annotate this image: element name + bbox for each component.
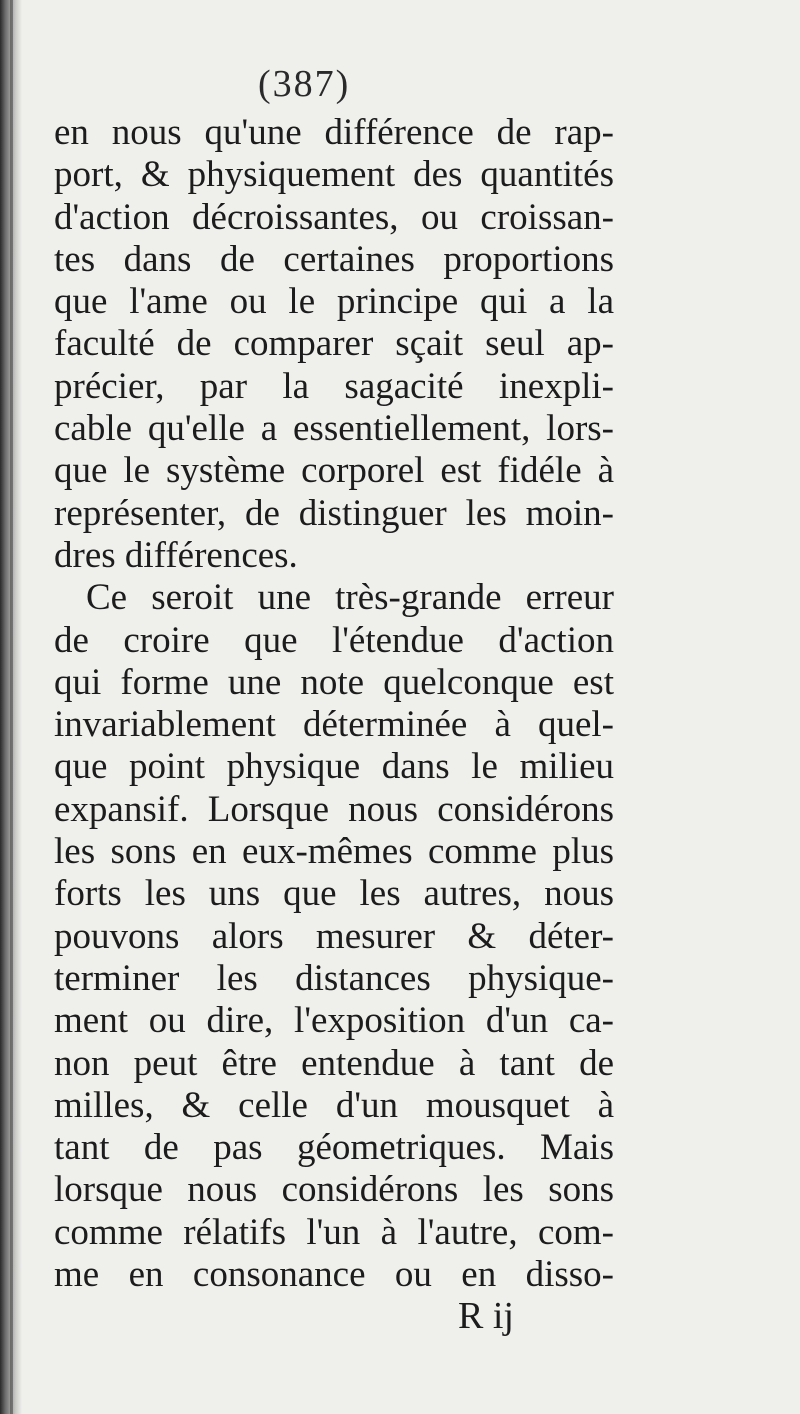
text-line: précier, par la sagacité inexpli- <box>54 365 614 407</box>
text-line: terminer les distances physique- <box>54 957 614 999</box>
paragraph-start-line: Ce seroit une très-grande erreur <box>86 577 614 619</box>
text-line: représenter, de distinguer les moin- <box>54 492 614 534</box>
text-line: pouvons alors mesurer & déter- <box>54 915 614 957</box>
text-line: comme rélatifs l'un à l'autre, com- <box>54 1211 614 1253</box>
text-line: faculté de comparer sçait seul ap- <box>54 323 614 365</box>
text-line: les sons en eux-mêmes comme plus <box>54 831 614 873</box>
text-line: en nous qu'une différence de rap- <box>54 112 614 153</box>
text-line: qui forme une note quelconque est <box>54 661 614 703</box>
body-text <box>54 112 614 1296</box>
text-line: cable qu'elle a essentiellement, lors- <box>54 408 614 450</box>
text-line: que le système corporel est fidéle à <box>54 450 614 492</box>
signature-mark: R ij <box>458 1295 514 1337</box>
text-line: d'action décroissantes, ou croissan- <box>54 196 614 238</box>
binding-edge <box>10 0 13 1414</box>
text-line: lorsque nous considérons les sons <box>54 1169 614 1211</box>
text-line: non peut être entendue à tant de <box>54 1042 614 1084</box>
text-line: forts les uns que les autres, nous <box>54 873 614 915</box>
paragraph-end-line: dres différences. <box>54 534 298 576</box>
page-number: (387) <box>258 63 351 105</box>
text-line: de croire que l'étendue d'action <box>54 619 614 661</box>
text-line: port, & physiquement des quantités <box>54 154 614 196</box>
text-line: que l'ame ou le principe qui a la <box>54 281 614 323</box>
text-line: invariablement déterminée à quel- <box>54 704 614 746</box>
text-line: ment ou dire, l'exposition d'un ca- <box>54 1000 614 1042</box>
text-line: milles, & celle d'un mousquet à <box>54 1084 614 1126</box>
text-line: tant de pas géometriques. Mais <box>54 1127 614 1169</box>
text-line: tes dans de certaines proportions <box>54 238 614 280</box>
text-line: expansif. Lorsque nous considérons <box>54 788 614 830</box>
text-line: me en consonance ou en disso- <box>54 1254 614 1296</box>
text-line: que point physique dans le milieu <box>54 746 614 788</box>
